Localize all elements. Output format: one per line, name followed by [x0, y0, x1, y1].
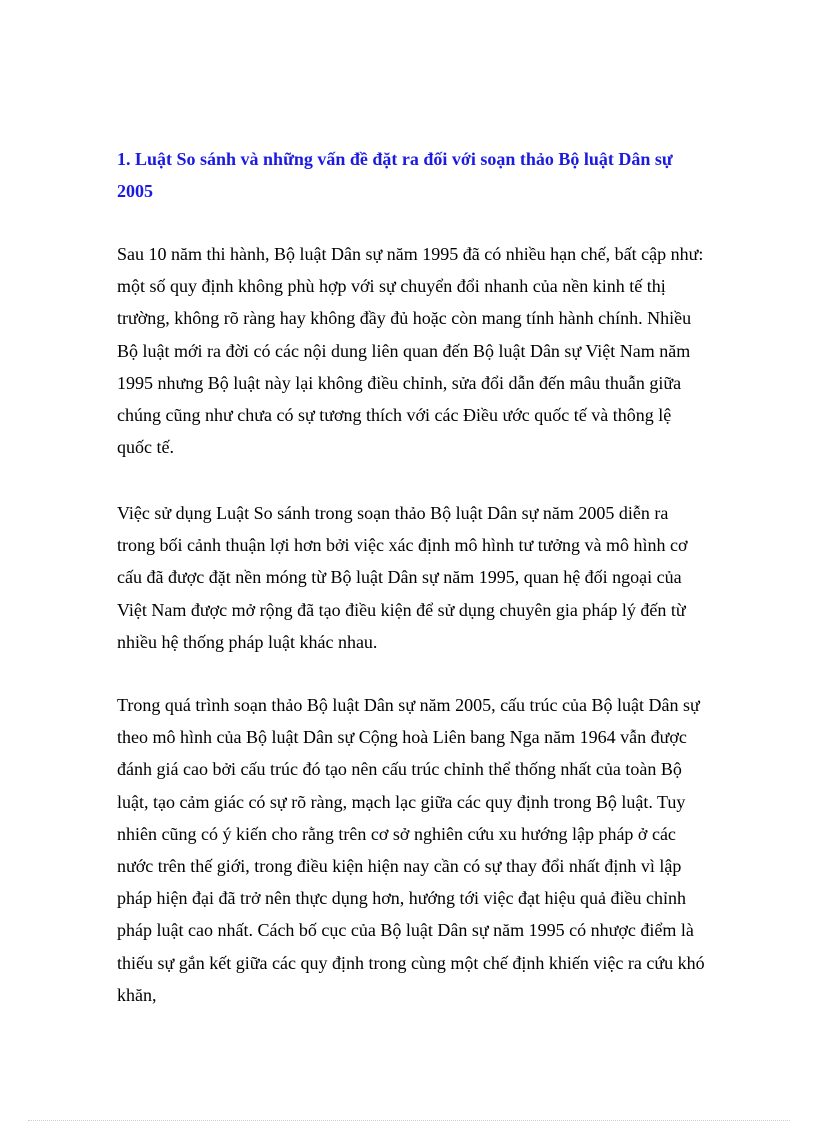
paragraph-3: Trong quá trình soạn thảo Bộ luật Dân sự năm 2005, cấu trúc của Bộ luật Dân sự theo mô hình của Bộ luật Dân sự Cộng hoà Liên bang Nga năm 1964 vẫn được đánh giá cao bởi cấu trúc đó tạo nên cấu trúc chỉnh thể thống nhất của toàn Bộ luật, tạo cảm giác có sự rõ ràng, mạch lạc giữa các quy định trong Bộ luật. Tuy nhiên cũng có ý kiến cho rằng trên cơ sở nghiên cứu xu hướng lập pháp ở các nước trên thế giới, trong điều kiện hiện nay cần có sự thay đổi nhất định vì lập pháp hiện đại đã trở nên thực dụng hơn, hướng tới việc đạt hiệu quả điều chỉnh pháp luật cao nhất. Cách bố cục của Bộ luật Dân sự năm 1995 có nhược điểm là thiếu sự gắn kết giữa các quy định trong cùng một chế định khiến việc ra cứu khó khăn, [117, 695, 705, 1005]
paragraph-2: Việc sử dụng Luật So sánh trong soạn thảo Bộ luật Dân sự năm 2005 diễn ra trong bối cảnh thuận lợi hơn bởi việc xác định mô hình tư tưởng và mô hình cơ cấu đã được đặt nền móng từ Bộ luật Dân sự năm 1995, quan hệ đối ngoại của Việt Nam được mở rộng đã tạo điều kiện để sử dụng chuyên gia pháp lý đến từ nhiều hệ thống pháp luật khác nhau. [117, 503, 688, 652]
section-heading: 1. Luật So sánh và những vấn đề đặt ra đối với soạn thảo Bộ luật Dân sự 2005 [117, 149, 673, 201]
page-bottom-divider [28, 1120, 790, 1121]
paragraph-1: Sau 10 năm thi hành, Bộ luật Dân sự năm 1995 đã có nhiều hạn chế, bất cập như: một số quy định không phù hợp với sự chuyển đổi nhanh của nền kinh tế thị trường, không rõ ràng hay không đầy đủ hoặc còn mang tính hành chính. Nhiều Bộ luật mới ra đời có các nội dung liên quan đến Bộ luật Dân sự Việt Nam năm 1995 nhưng Bộ luật này lại không điều chỉnh, sửa đổi dẫn đến mâu thuẫn giữa chúng cũng như chưa có sự tương thích với các Điều ước quốc tế và thông lệ quốc tế. [117, 244, 704, 458]
